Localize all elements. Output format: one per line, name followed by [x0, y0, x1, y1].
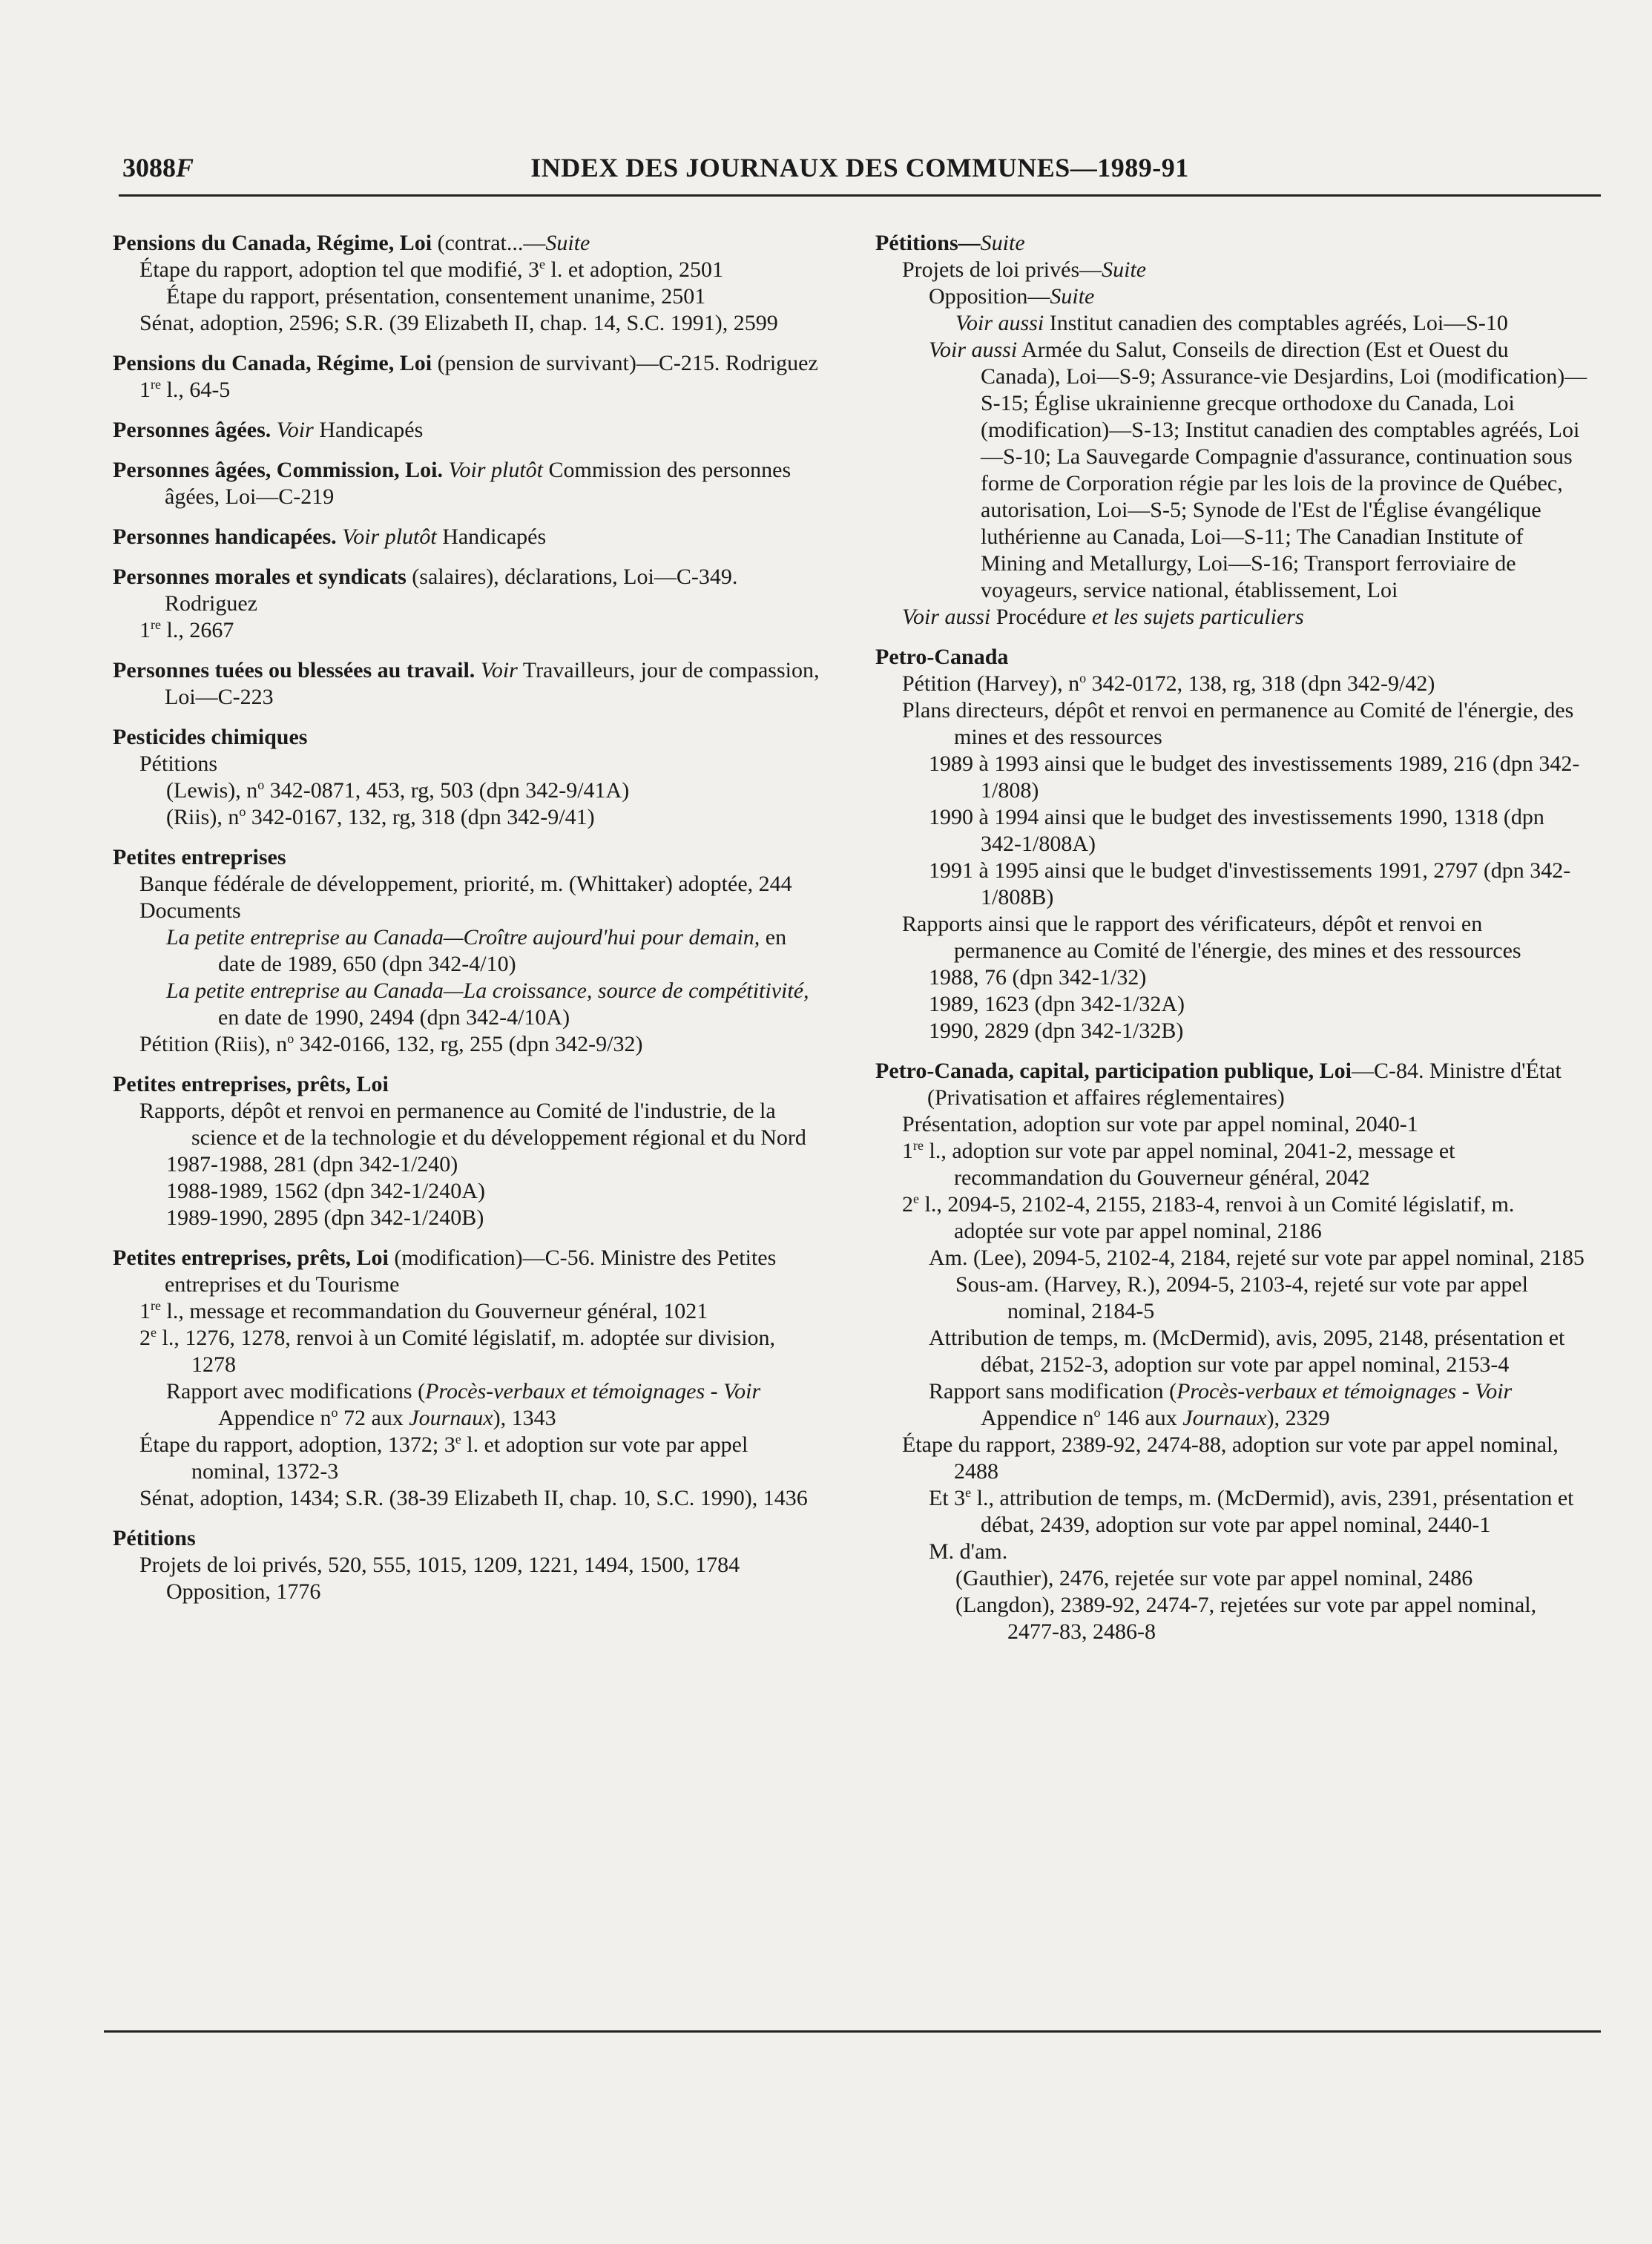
- index-entry: Pétitions Projets de loi privés, 520, 555, 1015, 1209, 1221, 1494, 1500, 1784 Opposition, 1776: [113, 1526, 740, 1604]
- header-rule: [119, 194, 1601, 197]
- index-entry: Pensions du Canada, Régime, Loi (contrat...—Suite Étape du rapport, adoption tel que modifié, 3e l. et adoption, 2501 Étape du rapport, présentation, consentement unanime, 2501 Sénat, adoption, 2596; S.R. (39 Elizabeth II, chap. 14, S.C. 1991), 2599: [113, 231, 778, 335]
- index-entry: Personnes tuées ou blessées au travail. Voir Travailleurs, jour de compassion, Loi—C-223: [113, 658, 820, 709]
- index-entry: Petites entreprises, prêts, Loi (modification)—C-56. Ministre des Petites entreprises et du Tourisme 1re l., message et recommandation du Gouverneur général, 1021 2e l., 1276, 1278, renvoi à un Comité législatif, m. adoptée sur division, 1278 Rapport avec modifications (Procès-verbaux et témoignages - Voir Appendice $n^o$ 72 aux Journaux), 1343 Étape du rapport, adoption, 1372; 3e l. et adoption sur vote par appel nominal, 1372-3 Sénat, adoption, 1434; S.R. (38-39 Elizabeth II, chap. 10, S.C. 1990), 1436: [113, 1246, 808, 1510]
- index-entry: Personnes handicapées. Voir plutôt Handicapés: [113, 524, 547, 549]
- left-column: [113, 230, 825, 1619]
- index-entry: Personnes âgées, Commission, Loi. Voir plutôt Commission des personnes âgées, Loi—C-219: [113, 458, 792, 509]
- index-entry: Pensions du Canada, Régime, Loi (pension de survivant)—C-215. Rodriguez 1re l., 64-5: [113, 351, 818, 402]
- footer-rule: [104, 2030, 1601, 2033]
- index-entry: Pesticides chimiques Pétitions (Lewis), $n^o$ 342-0871, 453, rg, 503 (dpn 342-9/41A) (Riis), $n^o$ 342-0167, 132, rg, 318 (dpn 342-9/41): [113, 725, 630, 829]
- index-entry: Personnes morales et syndicats (salaires), déclarations, Loi—C-349. Rodriguez 1re l., 2667: [113, 565, 738, 642]
- page-number: 3088F: [122, 153, 194, 182]
- index-entry: Pétitions—Suite Projets de loi privés—Suite Opposition—Suite Voir aussi Institut canadien des comptables agréés, Loi—S-10 Voir aussi Armée du Salut, Conseils de direction (Est et Ouest du Canada), Loi—S-9; Assurance-vie Desjardins, Loi (modification)—S-15; Église ukrainienne grecque orthodoxe du Canada, Loi (modification)—S-13; Institut canadien des comptables agréés, Loi—S-10; La Sauvegarde Compagnie d'assurance, continuation sous forme de Corporation régie par les lois de la province de Québec, autorisation, Loi—S-5; Synode de l'Est de l'Église évangélique luthérienne au Canada, Loi—S-11; The Canadian Institute of Mining and Metallurgy, Loi—S-16; Transport ferroviaire de voyageurs, service national, établissement, Loi Voir aussi Procédure et les sujets particuliers: [875, 231, 1587, 629]
- right-column: [875, 230, 1587, 1659]
- page-title: INDEX DES JOURNAUX DES COMMUNES—1989-91: [530, 153, 1189, 182]
- index-entry: Petro-Canada, capital, participation publique, Loi—C-84. Ministre d'État (Privatisation et affaires réglementaires) Présentation, adoption sur vote par appel nominal, 2040-1 1re l., adoption sur vote par appel nominal, 2041-2, message et recommandation du Gouverneur général, 2042 2e l., 2094-5, 2102-4, 2155, 2183-4, renvoi à un Comité législatif, m. adoptée sur vote par appel nominal, 2186 Am. (Lee), 2094-5, 2102-4, 2184, rejeté sur vote par appel nominal, 2185 Sous-am. (Harvey, R.), 2094-5, 2103-4, rejeté sur vote par appel nominal, 2184-5 Attribution de temps, m. (McDermid), avis, 2095, 2148, présentation et débat, 2152-3, adoption sur vote par appel nominal, 2153-4 Rapport sans modification (Procès-verbaux et témoignages - Voir Appendice $n^o$ 146 aux Journaux), 2329 Étape du rapport, 2389-92, 2474-88, adoption sur vote par appel nominal, 2488 Et 3e l., attribution de temps, m. (McDermid), avis, 2391, présentation et débat, 2439, adoption sur vote par appel nominal, 2440-1 M. d'am. (Gauthier), 2476, rejetée sur vote par appel nominal, 2486 (Langdon), 2389-92, 2474-7, rejetées sur vote par appel nominal, 2477-83, 2486-8: [875, 1059, 1584, 1644]
- index-entry: Personnes âgées. Voir Handicapés: [113, 418, 424, 442]
- index-entry: Petro-Canada Pétition (Harvey), $n^o$ 342-0172, 138, rg, 318 (dpn 342-9/42) Plans directeurs, dépôt et renvoi en permanence au Comité de l'énergie, des mines et des ressources 1989 à 1993 ainsi que le budget des investissements 1989, 216 (dpn 342-1/808) 1990 à 1994 ainsi que le budget des investissements 1990, 1318 (dpn 342-1/808A) 1991 à 1995 ainsi que le budget d'investissements 1991, 2797 (dpn 342-1/808B) Rapports ainsi que le rapport des vérificateurs, dépôt et renvoi en permanence au Comité de l'énergie, des mines et des ressources 1988, 76 (dpn 342-1/32) 1989, 1623 (dpn 342-1/32A) 1990, 2829 (dpn 342-1/32B): [875, 645, 1580, 1043]
- page-header: [119, 152, 1601, 197]
- index-entry: Petites entreprises Banque fédérale de développement, priorité, m. (Whittaker) adoptée, 244 Documents La petite entreprise au Canada—Croître aujourd'hui pour demain, en date de 1989, 650 (dpn 342-4/10) La petite entreprise au Canada—La croissance, source de compétitivité, en date de 1990, 2494 (dpn 342-4/10A) Pétition (Riis), $n^o$ 342-0166, 132, rg, 255 (dpn 342-9/32): [113, 845, 809, 1056]
- index-entry: Petites entreprises, prêts, Loi Rapports, dépôt et renvoi en permanence au Comité de l'industrie, de la science et de la technologie et du développement régional et du Nord 1987-1988, 281 (dpn 342-1/240) 1988-1989, 1562 (dpn 342-1/240A) 1989-1990, 2895 (dpn 342-1/240B): [113, 1072, 806, 1230]
